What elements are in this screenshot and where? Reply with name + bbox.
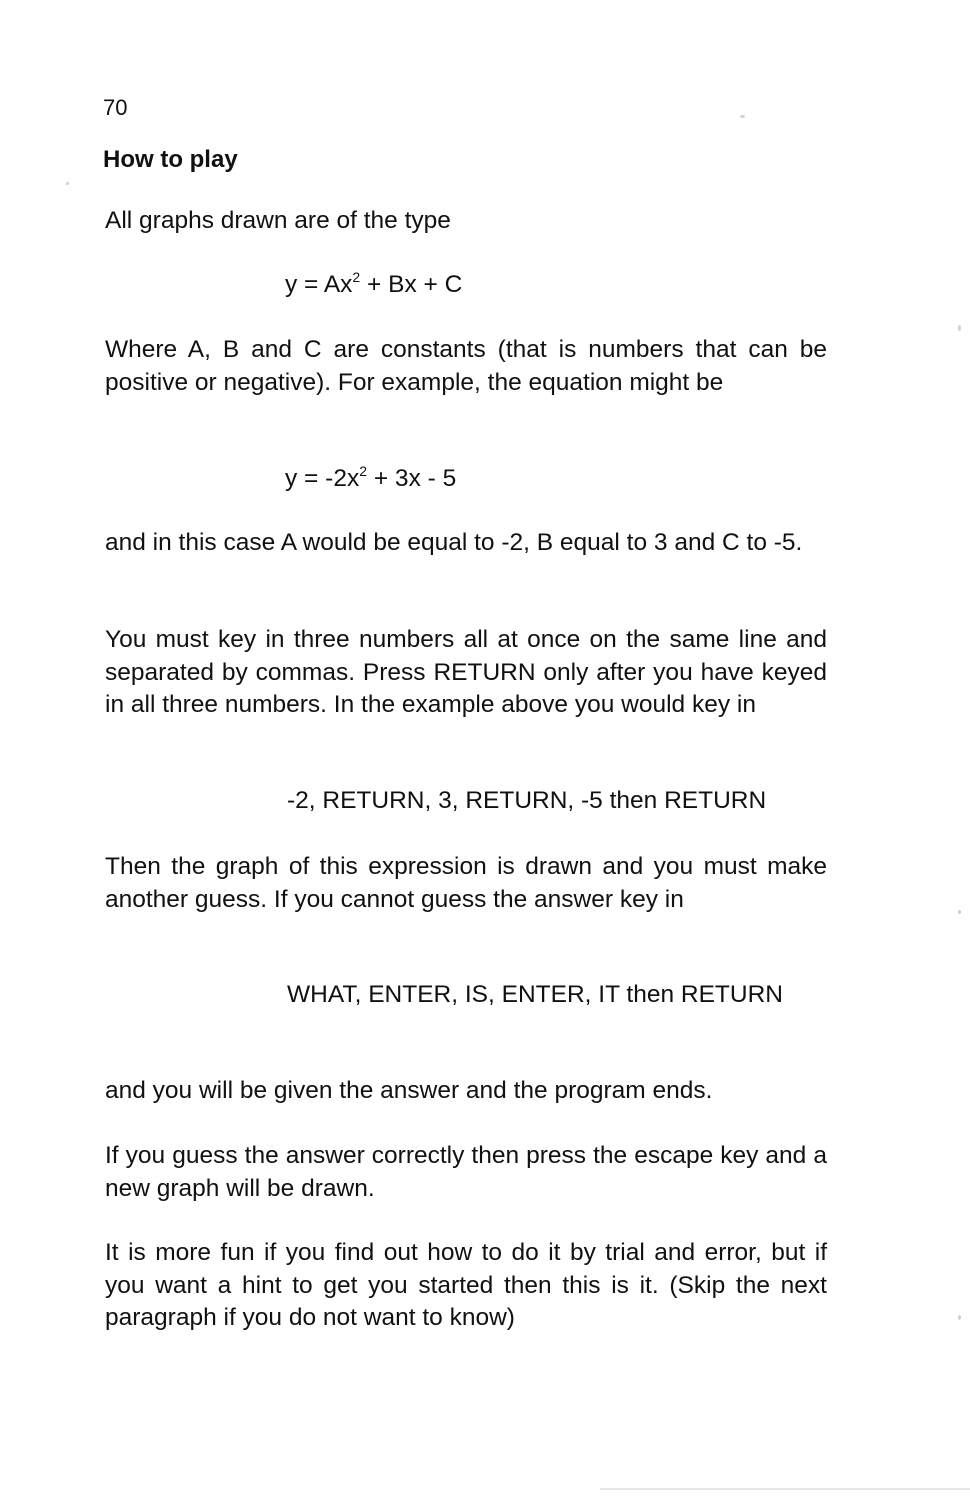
equation-example-rest: + 3x - 5 [367,465,457,492]
paragraph-constants: Where A, B and C are constants (that is numbers that can be positive or negative). For example, the equation might be [105,336,827,396]
paragraph-answer: and you will be given the answer and the program ends. [105,1077,713,1104]
paragraph-key-in: You must key in three numbers all at once on the same line and separated by commas. Press RETURN only after you have keyed in all three numbers. In the example above you would key in [105,626,827,718]
equation-example-exponent: 2 [359,463,368,479]
section-heading: How to play [103,146,238,173]
equation-general-exponent: 2 [352,269,361,285]
paragraph-graph: Then the graph of this expression is drawn and you must make another guess. If you cannot guess the answer key in [105,853,827,913]
equation-general [285,269,462,302]
paragraph-case: and in this case A would be equal to -2, B equal to 3 and C to -5. [105,529,803,556]
equation-example-base: y = -2x [285,465,360,492]
key-sequence: -2, RETURN, 3, RETURN, -5 then RETURN [287,787,767,814]
scan-speck [958,325,961,331]
scan-speck [740,115,745,118]
equation-general-base: y = Ax [285,271,353,298]
what-sequence: WHAT, ENTER, IS, ENTER, IT then RETURN [287,981,783,1008]
scan-speck [66,182,69,185]
page-number: 70 [103,95,128,120]
paragraph-escape: If you guess the answer correctly then press the escape key and a new graph will be drawn. [105,1142,827,1202]
scan-edge-line [600,1488,970,1490]
paragraph-intro: All graphs drawn are of the type [105,207,451,234]
paragraph-hint: It is more fun if you find out how to do it by trial and error, but if you want a hint to get you started then this is it. (Skip the next paragraph if you do not want to know) [105,1239,827,1331]
scan-speck [958,1315,961,1320]
equation-general-rest: + Bx + C [360,271,463,298]
scan-speck [958,910,961,914]
equation-example [285,463,456,496]
